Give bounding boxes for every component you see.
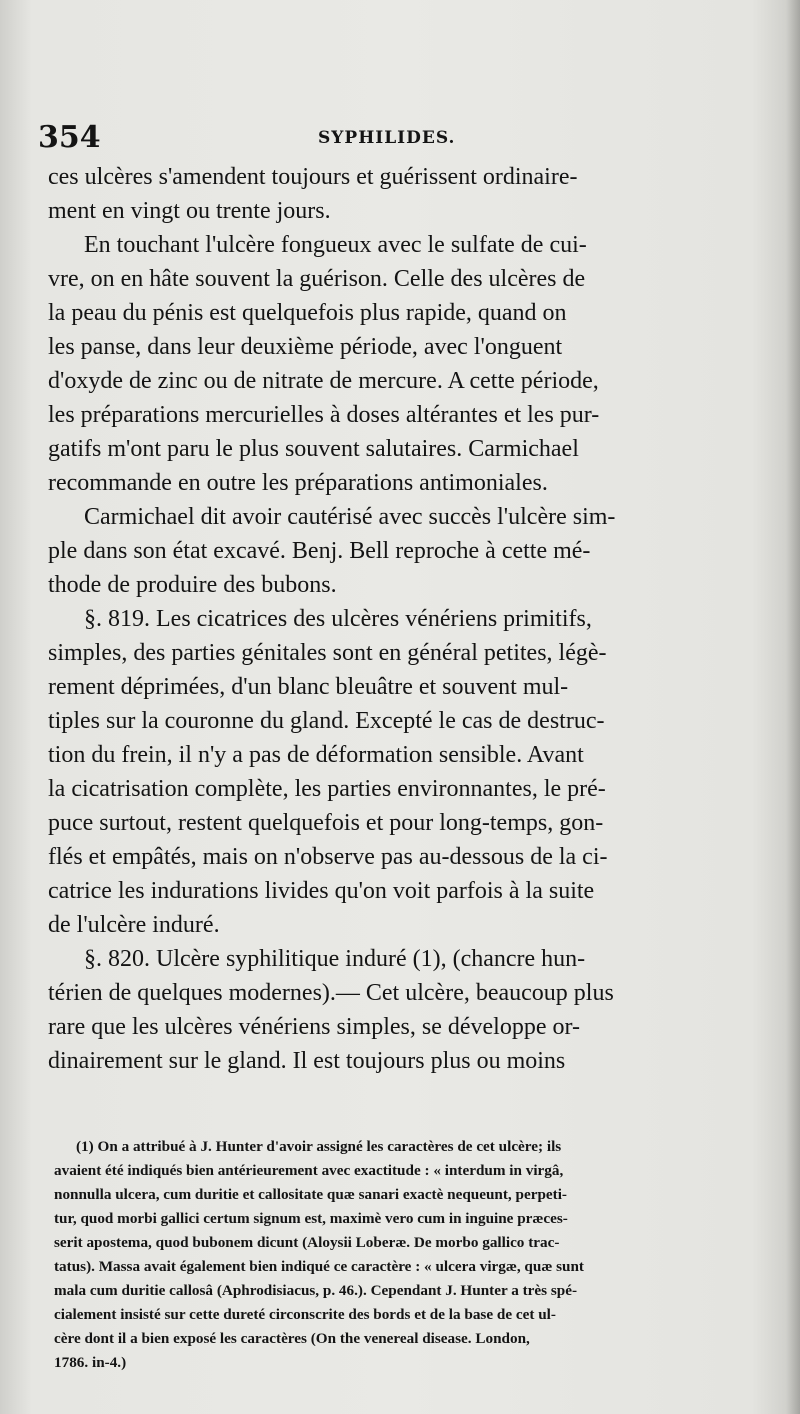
footnote-line: (1) On a attribué à J. Hunter d'avoir assigné les caractères de cet ulcère; ils: [76, 1138, 562, 1155]
footnote-line: nonnulla ulcera, cum duritie et callositate quæ sanari exactè nequeunt, perpeti-: [54, 1186, 567, 1203]
body-line: ment en vingt ou trente jours.: [48, 198, 331, 224]
footnotes: [54, 1135, 770, 1375]
body-line: thode de produire des bubons.: [48, 572, 337, 598]
body-line: tiples sur la couronne du gland. Excepté le cas de destruc-: [48, 708, 605, 734]
body-line: §. 819. Les cicatrices des ulcères vénériens primitifs,: [84, 606, 592, 632]
body-line: recommande en outre les préparations antimoniales.: [48, 470, 548, 496]
body-line: catrice les indurations livides qu'on voit parfois à la suite: [48, 878, 595, 904]
body-line: de l'ulcère induré.: [48, 912, 220, 938]
body-line: la peau du pénis est quelquefois plus rapide, quand on: [48, 300, 567, 326]
body-line: flés et empâtés, mais on n'observe pas au-dessous de la ci-: [48, 844, 608, 870]
running-title: SYPHILIDES.: [318, 128, 456, 148]
body-line: rement déprimées, d'un blanc bleuâtre et souvent mul-: [48, 674, 569, 700]
body-line: gatifs m'ont paru le plus souvent salutaires. Carmichael: [48, 436, 579, 462]
body-line: En touchant l'ulcère fongueux avec le sulfate de cui-: [84, 232, 587, 258]
body-line: ple dans son état excavé. Benj. Bell reproche à cette mé-: [48, 538, 591, 564]
body-line: tion du frein, il n'y a pas de déformation sensible. Avant: [48, 742, 584, 768]
body-line: ces ulcères s'amendent toujours et guérissent ordinaire-: [48, 164, 578, 190]
body-line: dinairement sur le gland. Il est toujours plus ou moins: [48, 1048, 566, 1074]
footnote-line: cialement insisté sur cette dureté circonscrite des bords et de la base de cet ul-: [54, 1306, 556, 1323]
footnote-line: 1786. in-4.): [54, 1354, 127, 1371]
footnote-line: serit apostema, quod bubonem dicunt (Aloysii Loberæ. De morbo gallico trac-: [54, 1234, 560, 1251]
body-line: d'oxyde de zinc ou de nitrate de mercure. A cette période,: [48, 368, 599, 394]
body-line: la cicatrisation complète, les parties environnantes, le pré-: [48, 776, 606, 802]
body-line: §. 820. Ulcère syphilitique induré (1), (chancre hun-: [84, 946, 586, 972]
page-edge-shadow: [786, 0, 800, 1414]
body-line: simples, des parties génitales sont en général petites, légè-: [48, 640, 607, 666]
body-line: rare que les ulcères vénériens simples, se développe or-: [48, 1014, 580, 1040]
footnote-line: avaient été indiqués bien antérieurement avec exactitude : « interdum in virgâ,: [54, 1162, 564, 1179]
page-number: 354: [38, 120, 101, 155]
body-line: térien de quelques modernes).— Cet ulcère, beaucoup plus: [48, 980, 614, 1006]
footnote-line: tatus). Massa avait également bien indiqué ce caractère : « ulcera virgæ, quæ sunt: [54, 1258, 584, 1275]
footnote-line: mala cum duritie callosâ (Aphrodisiacus, p. 46.). Cependant J. Hunter a très spé-: [54, 1282, 577, 1299]
body-line: Carmichael dit avoir cautérisé avec succès l'ulcère sim-: [84, 504, 616, 530]
body-line: les panse, dans leur deuxième période, avec l'onguent: [48, 334, 563, 360]
body-line: vre, on en hâte souvent la guérison. Celle des ulcères de: [48, 266, 586, 292]
body-text: [48, 160, 764, 1078]
body-line: puce surtout, restent quelquefois et pour long-temps, gon-: [48, 810, 604, 836]
footnote-line: tur, quod morbi gallici certum signum est, maximè vero cum in inguine præces-: [54, 1210, 568, 1227]
footnote-line: cère dont il a bien exposé les caractères (On the venereal disease. London,: [54, 1330, 530, 1347]
page-header: [38, 120, 760, 162]
body-line: les préparations mercurielles à doses altérantes et les pur-: [48, 402, 600, 428]
